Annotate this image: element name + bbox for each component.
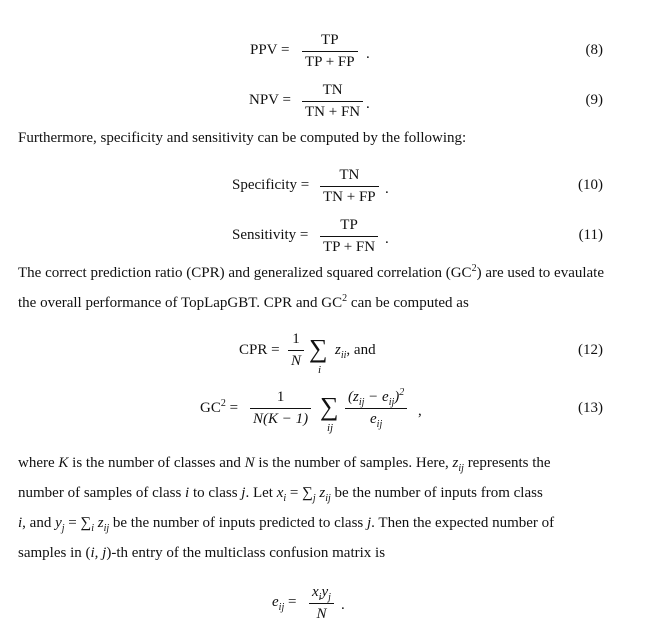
eq14-tail: . bbox=[341, 597, 345, 613]
p3-l3b: , and bbox=[22, 515, 56, 531]
eq14-e: e bbox=[272, 594, 279, 610]
eq11-number: (11) bbox=[578, 227, 603, 243]
eq13-sum-index: ij bbox=[327, 422, 334, 434]
eq13-n2b: ij bbox=[358, 397, 365, 408]
p3-l1a: where bbox=[18, 455, 59, 471]
p3-l2dsub: j bbox=[312, 493, 316, 504]
p3-z: z bbox=[452, 455, 459, 471]
eq12-number: (12) bbox=[578, 342, 603, 358]
p3-l1c: is the number of samples. Here, bbox=[254, 455, 453, 471]
eq10-lhs: Specificity = bbox=[232, 177, 310, 193]
eq14-eq: = bbox=[287, 594, 297, 610]
eq8-fraction bbox=[302, 32, 358, 71]
eq12-term bbox=[335, 342, 376, 359]
eq14-e-sub: ij bbox=[278, 602, 285, 613]
eq8-tail: . bbox=[366, 46, 370, 62]
eq12-lhs: CPR = bbox=[239, 342, 280, 358]
eq13-number: (13) bbox=[578, 400, 603, 416]
eq9-numerator: TN bbox=[322, 82, 343, 98]
p3-l3f: j bbox=[367, 515, 372, 531]
p3-l3a: i bbox=[18, 515, 23, 531]
eq14-y: y bbox=[321, 584, 329, 600]
eq14-x: x bbox=[312, 584, 319, 600]
p3-l4a: samples in ( bbox=[18, 545, 91, 561]
eq9-lhs: NPV = bbox=[249, 92, 291, 108]
eq8-lhs: PPV = bbox=[250, 42, 290, 58]
eq13-tail: , bbox=[418, 403, 422, 419]
eq13-gc: GC bbox=[200, 400, 221, 416]
p3-N: N bbox=[244, 455, 255, 471]
para2-sup2: 2 bbox=[342, 293, 348, 304]
p3-l3c: = ∑ bbox=[64, 515, 92, 531]
eq13-numerator-2 bbox=[345, 389, 407, 408]
eq14-lhs bbox=[272, 594, 296, 611]
para2-text-a: The correct prediction ratio (CPR) and generalized squared correlation (GC bbox=[18, 265, 472, 281]
p3-l1d: represents the bbox=[463, 455, 551, 471]
p3-zsub: ij bbox=[458, 463, 464, 474]
p3-ysub: j bbox=[61, 523, 65, 534]
p3-l2c: . Let bbox=[245, 485, 277, 501]
eq13-numerator-1: 1 bbox=[276, 389, 285, 405]
eq13-d2b: ij bbox=[376, 419, 383, 430]
eq12-z: z bbox=[335, 342, 341, 358]
para2-text-c: the overall performance of TopLapGBT. CPR and GC bbox=[18, 295, 343, 311]
eq12-sum: ∑ bbox=[309, 334, 328, 363]
eq10-fraction bbox=[320, 167, 379, 206]
eq13-lhs bbox=[200, 400, 238, 417]
para2-sup: 2 bbox=[471, 263, 477, 274]
eq10-number: (10) bbox=[578, 177, 603, 193]
p3-l3g: . Then the expected number of bbox=[371, 515, 555, 531]
p3-l2d: = ∑ bbox=[286, 485, 313, 501]
eq9-denominator: TN + FN bbox=[302, 101, 363, 121]
eq10-numerator: TN bbox=[339, 167, 360, 183]
eq13-gc-sup: 2 bbox=[220, 398, 226, 409]
eq11-lhs: Sensitivity = bbox=[232, 227, 309, 243]
eq12-fraction bbox=[288, 331, 304, 370]
paragraph-3 bbox=[18, 448, 608, 568]
eq14-ysub: j bbox=[328, 592, 331, 603]
eq14-denominator: N bbox=[309, 603, 334, 623]
p3-K: K bbox=[58, 455, 69, 471]
eq13-eq: = bbox=[229, 400, 239, 416]
eq13-n2f: 2 bbox=[399, 387, 405, 398]
eq10-tail: . bbox=[385, 181, 389, 197]
p3-j: j bbox=[241, 485, 246, 501]
para2-text-d: can be computed as bbox=[347, 295, 469, 311]
eq13-n2d: ij bbox=[388, 397, 395, 408]
p3-l3e: be the number of inputs predicted to class bbox=[109, 515, 367, 531]
paragraph-2 bbox=[18, 258, 608, 318]
p3-x: x bbox=[276, 485, 284, 501]
p3-l2b: to class bbox=[189, 485, 242, 501]
p3-l1b: is the number of classes and bbox=[68, 455, 245, 471]
eq8-numerator: TP bbox=[321, 32, 339, 48]
eq13-fraction-1 bbox=[250, 389, 311, 428]
eq11-tail: . bbox=[385, 231, 389, 247]
eq13-n2c: − e bbox=[364, 389, 389, 405]
eq13-denominator-2 bbox=[345, 408, 407, 428]
eq11-numerator: TP bbox=[340, 217, 358, 233]
eq14-numerator bbox=[309, 584, 334, 603]
eq14-xsub: i bbox=[318, 592, 322, 603]
p3-l4c: )-th entry of the multiclass confusion matrix is bbox=[106, 545, 386, 561]
p3-l3dsub: ij bbox=[103, 523, 110, 534]
eq8-number: (8) bbox=[585, 42, 603, 58]
p3-l2esub: ij bbox=[325, 493, 331, 504]
p3-l2e: z bbox=[315, 485, 326, 501]
p3-l4b: i, j bbox=[90, 545, 107, 561]
eq8-denominator: TP + FP bbox=[302, 51, 358, 71]
p3-l3d: z bbox=[93, 515, 104, 531]
eq12-denominator: N bbox=[288, 350, 304, 370]
eq13-sum: ∑ bbox=[320, 392, 339, 421]
paragraph-1: Furthermore, specificity and sensitivity can be computed by the following: bbox=[18, 130, 467, 146]
eq13-denominator-1: N(K − 1) bbox=[250, 408, 311, 428]
eq13-n2e: ) bbox=[394, 389, 400, 405]
p3-y: y bbox=[55, 515, 62, 531]
eq13-d2a: e bbox=[370, 411, 377, 427]
eq11-fraction bbox=[320, 217, 378, 256]
para2-text-b: ) are used to evaulate bbox=[476, 265, 605, 281]
p3-l2a: number of samples of class bbox=[18, 485, 186, 501]
eq12-z-sub: ii bbox=[340, 350, 347, 361]
eq13-fraction-2 bbox=[345, 389, 407, 428]
eq12-numerator: 1 bbox=[292, 331, 300, 347]
p3-l2f: be the number of inputs from class bbox=[330, 485, 543, 501]
p3-i: i bbox=[185, 485, 190, 501]
eq12-sum-index: i bbox=[318, 364, 322, 376]
eq13-n2a: (z bbox=[348, 389, 359, 405]
p3-xsub: i bbox=[283, 493, 287, 504]
eq10-denominator: TN + FP bbox=[320, 186, 379, 206]
eq9-fraction bbox=[302, 82, 363, 121]
p3-l3csub: i bbox=[91, 523, 94, 534]
eq9-number: (9) bbox=[585, 92, 603, 108]
eq12-tail: , and bbox=[346, 342, 376, 358]
eq11-denominator: TP + FN bbox=[320, 236, 378, 256]
eq9-tail: . bbox=[366, 96, 370, 112]
eq14-fraction bbox=[309, 584, 334, 623]
